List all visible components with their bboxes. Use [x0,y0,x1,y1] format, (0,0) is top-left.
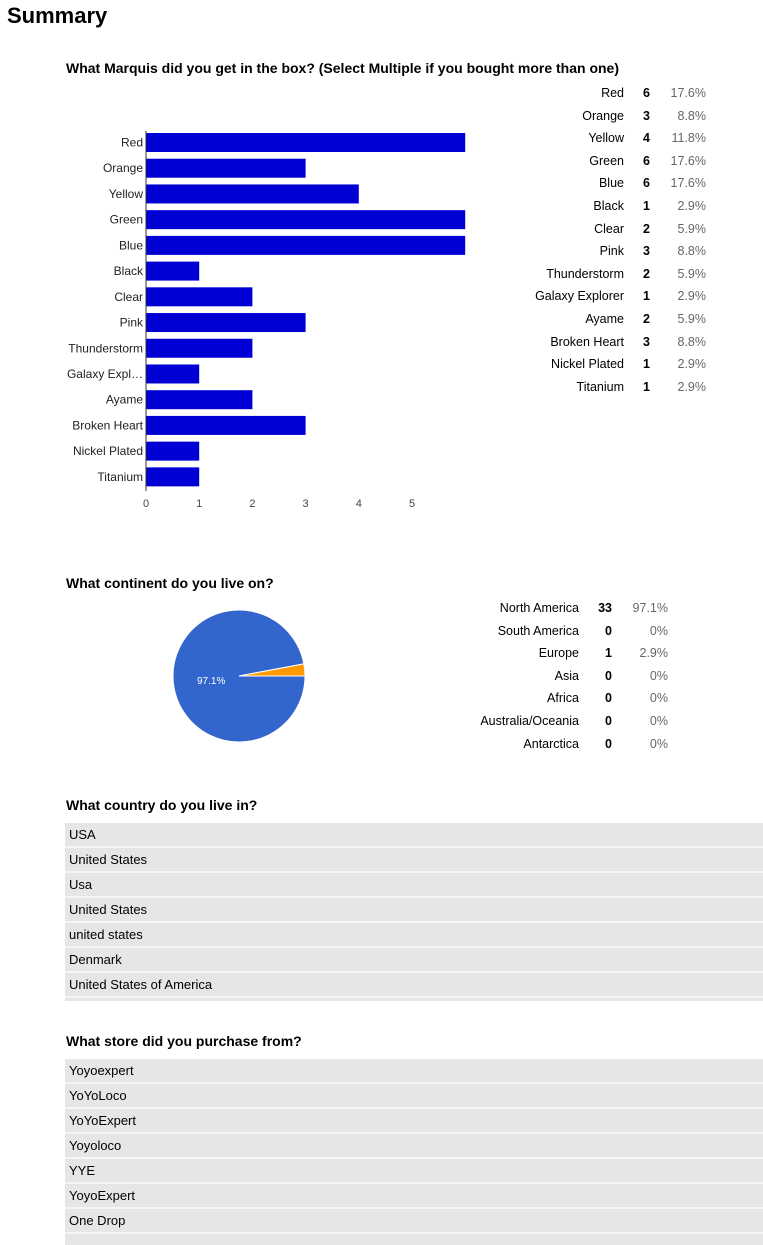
bar-category-label: Blue [118,238,143,253]
x-tick-label: 3 [302,498,309,510]
marquis-stats-label: Pink [599,244,624,259]
marquis-stats-row [500,195,706,218]
country-response-item: Denmark [65,948,763,973]
bar-12 [146,442,199,461]
continent-stats-count: 33 [598,601,612,615]
continent-pie-chart [160,600,320,750]
marquis-stats-row [500,308,706,331]
marquis-stats-row [500,105,706,128]
continent-stats-label: Antarctica [523,736,579,751]
continent-stats-pct: 0% [649,623,668,638]
bar-1 [146,159,306,178]
marquis-stats-row [500,331,706,354]
continent-stats-row [460,665,668,688]
marquis-stats-table [500,82,706,398]
bar-category-label: Black [113,264,143,279]
x-tick-label: 5 [408,498,416,510]
x-tick-label: 0 [142,498,150,510]
marquis-stats-row [500,150,706,173]
bar-5 [146,262,199,281]
marquis-stats-label: Orange [582,108,624,123]
continent-stats-pct: 0% [649,736,668,751]
continent-stats-row [460,687,668,710]
bar-6 [146,287,252,306]
bar-category-label: Red [120,135,143,150]
marquis-stats-row [500,376,706,399]
marquis-stats-label: Blue [598,176,624,191]
marquis-stats-label: Red [601,86,624,100]
marquis-stats-row [500,263,706,286]
store-response-item: Yoyoexpert [65,1059,763,1084]
marquis-stats-label: Clear [594,221,624,236]
marquis-stats-pct: 2.9% [677,379,706,394]
store-response-item: YoyoExpert [65,1184,763,1209]
marquis-stats-pct: 5.9% [677,221,706,236]
country-response-list [65,823,763,1001]
marquis-stats-row [500,82,706,105]
question-country-title: What country do you live in? [66,797,258,813]
country-response-item: USA [65,823,763,848]
continent-stats-pct: 0% [649,691,668,706]
bar-category-label: Broken Heart [72,418,143,433]
continent-stats-row [460,733,668,756]
marquis-stats-row [500,172,706,195]
marquis-stats-label: Nickel Plated [551,357,624,372]
country-response-item: United States of America [65,973,763,998]
bar-13 [146,467,199,486]
bar-3 [146,210,465,229]
country-response-item: United States [65,898,763,923]
marquis-stats-label: Yellow [588,131,624,146]
continent-stats-pct: 0% [649,713,668,728]
bar-11 [146,416,306,435]
page-title: Summary [7,3,108,28]
bar-7 [146,313,306,332]
continent-stats-label: Africa [547,691,579,706]
x-tick-label: 1 [196,498,203,510]
bar-8 [146,339,252,358]
pie-slice-label: 97.1% [197,676,226,687]
continent-stats-label: North America [499,601,579,615]
marquis-stats-count: 1 [643,289,650,304]
bar-category-label: Yellow [108,186,143,201]
marquis-stats-pct: 5.9% [677,266,706,281]
marquis-stats-label: Green [589,153,624,168]
continent-stats-pct: 97.1% [632,601,668,615]
marquis-stats-count: 6 [643,153,650,168]
marquis-stats-label: Thunderstorm [546,266,624,281]
bar-9 [146,364,199,383]
marquis-stats-count: 3 [643,334,650,349]
store-response-item: One Drop [65,1209,763,1234]
marquis-stats-label: Titanium [576,379,624,394]
continent-stats-count: 0 [605,713,612,728]
continent-stats-count: 0 [605,623,612,638]
marquis-stats-label: Galaxy Explorer [535,289,624,304]
marquis-stats-count: 2 [643,311,650,326]
continent-stats-label: Europe [538,646,579,661]
bar-4 [146,236,465,255]
marquis-stats-count: 4 [643,131,650,146]
continent-stats-count: 0 [605,691,612,706]
bar-0 [146,133,465,152]
continent-stats-row [460,710,668,733]
marquis-stats-pct: 2.9% [677,198,706,213]
continent-stats-label: South America [497,623,579,638]
marquis-stats-pct: 5.9% [677,311,706,326]
marquis-stats-count: 2 [643,221,650,236]
marquis-stats-row [500,353,706,376]
question-continent-title: What continent do you live on? [66,575,274,591]
x-tick-label: 2 [249,498,256,510]
question-marquis-title: What Marquis did you get in the box? (Select Multiple if you bought more than one) [66,60,619,76]
store-response-item: YoYoExpert [65,1109,763,1134]
marquis-stats-label: Broken Heart [550,334,624,349]
store-response-list [65,1059,763,1245]
marquis-stats-label: Ayame [585,311,624,326]
marquis-stats-row [500,218,706,241]
bar-10 [146,390,252,409]
bar-category-label: Nickel Plated [72,444,143,459]
marquis-stats-count: 3 [643,244,650,259]
marquis-stats-pct: 2.9% [677,357,706,372]
continent-stats-row [460,642,668,665]
store-response-item: Yoyoloco [65,1134,763,1159]
marquis-stats-pct: 11.8% [671,131,706,146]
marquis-stats-count: 3 [643,108,650,123]
bar-category-label: Titanium [97,469,143,484]
marquis-stats-pct: 17.6% [670,86,706,100]
marquis-bar-chart [0,0,500,520]
continent-stats-count: 0 [605,736,612,751]
marquis-stats-pct: 8.8% [677,334,706,349]
marquis-stats-count: 6 [643,176,650,191]
country-response-item: united states [65,923,763,948]
continent-stats-count: 0 [605,668,612,683]
continent-stats-pct: 2.9% [639,646,668,661]
marquis-stats-pct: 8.8% [677,244,706,259]
bar-2 [146,184,359,203]
store-response-item: YYE [65,1159,763,1184]
bar-category-label: Ayame [105,392,143,407]
continent-stats-label: Australia/Oceania [480,713,579,728]
marquis-stats-row [500,240,706,263]
marquis-stats-pct: 17.6% [670,153,706,168]
bar-category-label: Clear [114,289,143,304]
bar-category-label: Thunderstorm [68,341,143,356]
continent-stats-label: Asia [554,668,579,683]
continent-stats-count: 1 [605,646,612,661]
country-response-item: United States [65,848,763,873]
bar-category-label: Galaxy Expl… [66,366,143,381]
continent-stats-row [460,597,668,620]
x-tick-label: 4 [355,498,362,510]
marquis-stats-pct: 17.6% [670,176,706,191]
store-response-item: YoYoLoco [65,1084,763,1109]
marquis-stats-pct: 8.8% [677,108,706,123]
country-response-item: Usa [65,873,763,898]
continent-stats-table [460,597,668,755]
marquis-stats-row [500,285,706,308]
bar-category-label: Pink [119,315,143,330]
marquis-stats-count: 1 [643,357,650,372]
marquis-stats-count: 6 [643,86,650,100]
continent-stats-pct: 0% [649,668,668,683]
marquis-stats-count: 1 [643,379,650,394]
marquis-stats-count: 2 [643,266,650,281]
continent-stats-row [460,620,668,643]
bar-category-label: Orange [102,161,143,176]
bar-category-label: Green [109,212,143,227]
marquis-stats-count: 1 [643,198,650,213]
question-store-title: What store did you purchase from? [66,1033,302,1049]
marquis-stats-row [500,127,706,150]
marquis-stats-label: Black [593,198,624,213]
marquis-stats-pct: 2.9% [677,289,706,304]
